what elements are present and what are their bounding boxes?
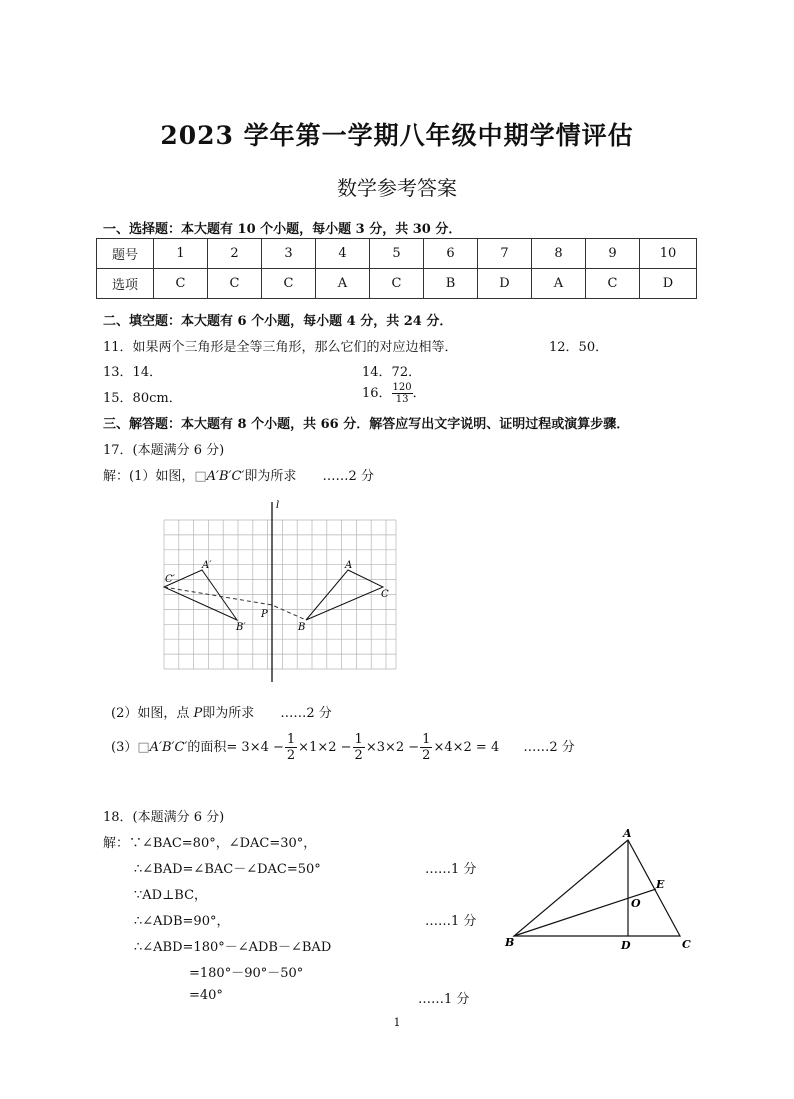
q17-grid-figure: [150, 492, 410, 682]
q17-expr-d: ×4×2 = 4: [433, 740, 500, 755]
label-b1: B′: [236, 622, 246, 633]
q17-part1-score: ……2 分: [322, 469, 374, 484]
table-row-label: 题号: [97, 239, 154, 269]
fraction-numerator: 1: [422, 732, 431, 747]
table-cell: 2: [208, 239, 262, 269]
answer-16-prefix: 16．: [362, 386, 392, 401]
answer-16-fraction: [392, 382, 413, 405]
table-cell: 7: [478, 239, 532, 269]
q17-part1-suffix: 即为所求: [244, 469, 297, 484]
table-cell: C: [208, 269, 262, 299]
q17-part2-prefix: (2）如图，点: [111, 706, 194, 721]
label-b: B: [298, 622, 306, 633]
table-cell: 1: [154, 239, 208, 269]
label-c: C: [682, 938, 691, 951]
triangle-a1b1c1: [164, 570, 237, 620]
answer-12: 12．50．: [549, 340, 609, 355]
q18-line: ∴∠ABD=180°－∠ADB－∠BAD: [134, 940, 332, 955]
fraction-numerator: 1: [354, 732, 363, 747]
fraction-denominator: 13: [395, 394, 409, 405]
q18-line: =180°－90°－50°: [189, 966, 304, 981]
label-a1: A′: [202, 560, 212, 571]
fraction-denominator: 2: [286, 748, 296, 763]
q17-part2: [111, 702, 332, 721]
q17-part2-suffix: 即为所求: [202, 706, 255, 721]
q17-part3: [111, 732, 575, 763]
point-p: P: [193, 706, 203, 721]
q17-part3-prefix: (3）: [111, 740, 138, 755]
table-cell: C: [154, 269, 208, 299]
table-cell: A: [532, 269, 586, 299]
table-cell: C: [262, 269, 316, 299]
table-cell: C: [370, 269, 424, 299]
page-title: 2023 学年第一学期八年级中期学情评估: [160, 121, 634, 150]
q17-expr-c: ×3×2 −: [365, 740, 420, 755]
table-cell: C: [586, 269, 640, 299]
label-c: C: [381, 589, 389, 600]
box-glyph-icon: □: [194, 469, 207, 484]
half-fraction: [285, 732, 297, 763]
answer-15: 15．80cm．: [103, 391, 182, 406]
table-cell: 9: [586, 239, 640, 269]
label-p: P: [261, 609, 268, 620]
q18-line: ∴∠ADB=90°，: [134, 914, 230, 929]
label-l: l: [276, 500, 280, 511]
table-cell: D: [478, 269, 532, 299]
q18-line: ∵AD⊥BC，: [134, 888, 208, 903]
half-fraction: [353, 732, 365, 763]
q17-part3-score: ……2 分: [523, 740, 575, 755]
table-row-label: 选项: [97, 269, 154, 299]
table-row: [97, 239, 697, 269]
q18-score: ……1 分: [425, 914, 477, 929]
table-cell: 4: [316, 239, 370, 269]
page-subtitle: 数学参考答案: [337, 176, 457, 200]
answer-13: 13．14．: [103, 365, 163, 380]
section2-heading: 二、填空题：本大题有 6 个小题，每小题 4 分，共 24 分．: [103, 314, 453, 329]
fraction-numerator: 1: [286, 732, 296, 747]
page-number: 1: [393, 1016, 401, 1029]
q18-score: ……1 分: [418, 992, 470, 1007]
answer-16: [362, 382, 426, 405]
triangle-name: A′B′C′: [206, 469, 245, 484]
fraction-denominator: 2: [354, 748, 363, 763]
label-a: A: [623, 827, 632, 840]
half-fraction: [420, 732, 432, 763]
q18-line: ∴∠BAD=∠BAC－∠DAC=50°: [134, 862, 321, 877]
section1-heading: 一、选择题：本大题有 10 个小题，每小题 3 分，共 30 分．: [103, 222, 462, 237]
label-b: B: [505, 936, 515, 949]
triangle-name: A′B′C′: [149, 740, 188, 755]
label-d: D: [621, 939, 631, 952]
section3-heading: 三、解答题：本大题有 8 个小题，共 66 分．解答应写出文字说明、证明过程或演算步骤．: [103, 417, 630, 432]
q18-line: 解：∵∠BAC=80°，∠DAC=30°，: [103, 836, 317, 851]
table-cell: 6: [424, 239, 478, 269]
table-cell: A: [316, 269, 370, 299]
dashed-path-c1-p-b: [164, 587, 306, 620]
fraction-denominator: 2: [422, 748, 431, 763]
label-c1: C′: [165, 574, 175, 585]
answer-table: [96, 238, 697, 299]
table-cell: 5: [370, 239, 424, 269]
q18-triangle-figure: [500, 826, 710, 956]
q17-part3-area: 的面积: [187, 740, 227, 755]
table-cell: 8: [532, 239, 586, 269]
q17-expr-a: = 3×4 −: [226, 740, 284, 755]
q17-part2-score: ……2 分: [280, 706, 332, 721]
q17-expr-b: ×1×2 −: [298, 740, 352, 755]
q18-score: ……1 分: [425, 862, 477, 877]
q18-line: =40°: [189, 988, 223, 1003]
box-glyph-icon: □: [137, 740, 150, 755]
label-e: E: [656, 878, 665, 891]
table-cell: 10: [640, 239, 697, 269]
table-cell: 3: [262, 239, 316, 269]
table-row: [97, 269, 697, 299]
q18-title: 18．(本题满分 6 分): [103, 810, 225, 825]
table-cell: D: [640, 269, 697, 299]
label-a: A: [345, 560, 353, 571]
table-cell: B: [424, 269, 478, 299]
q17-part1: [103, 465, 374, 484]
answer-14: 14．72．: [362, 365, 422, 380]
answer-16-suffix: ．: [412, 386, 426, 401]
q17-part1-prefix: 解：(1）如图，: [103, 469, 195, 484]
fraction-numerator: 120: [392, 382, 412, 393]
answer-11: 11．如果两个三角形是全等三角形，那么它们的对应边相等．: [103, 340, 458, 355]
grid-lines: [164, 520, 396, 669]
q17-title: 17．(本题满分 6 分): [103, 443, 225, 458]
label-o: O: [631, 897, 641, 910]
